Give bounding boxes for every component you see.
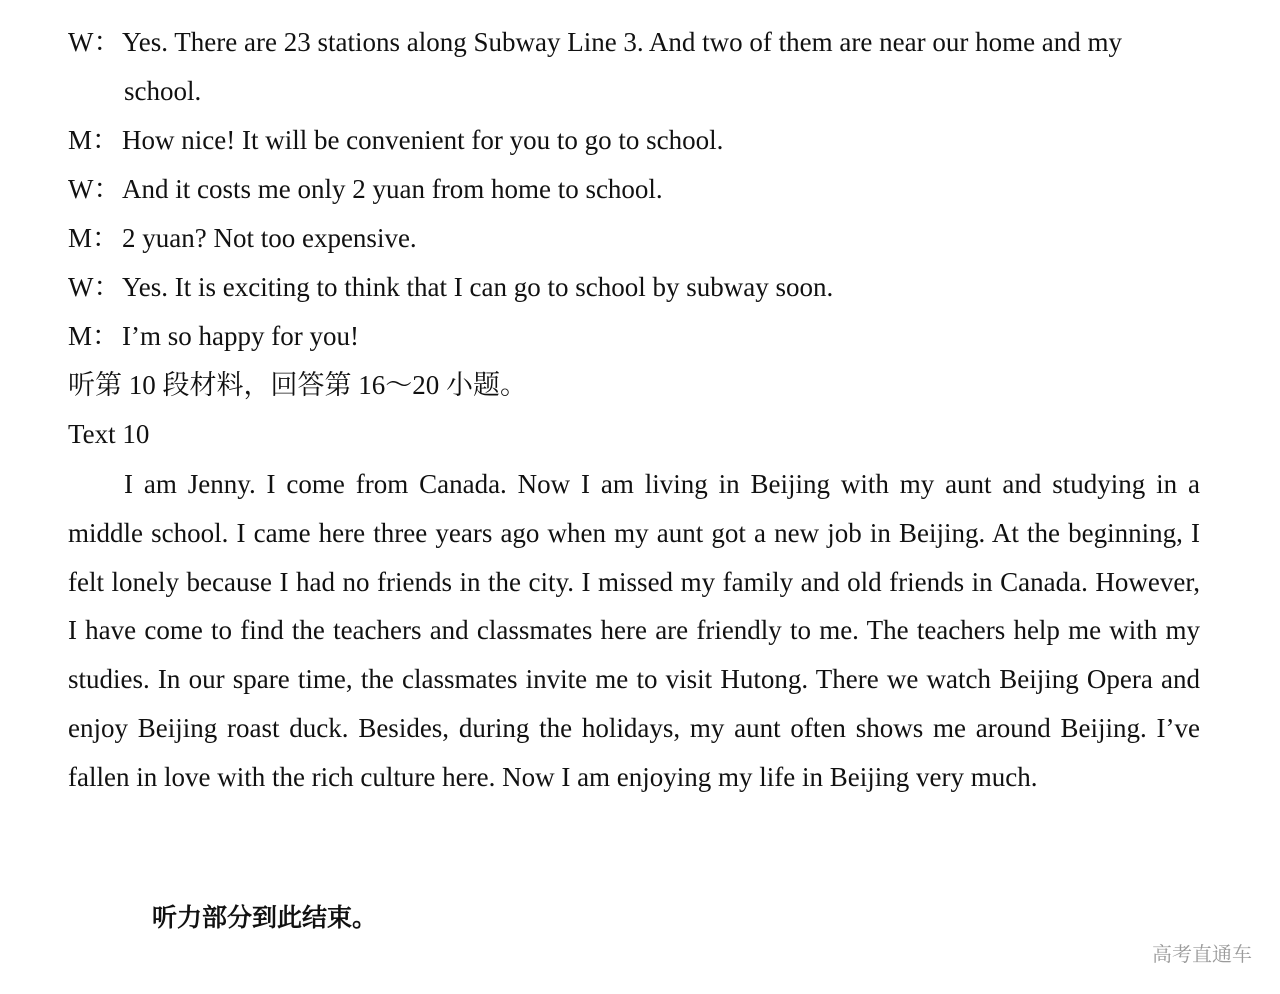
dialogue-line: [68, 312, 1200, 361]
dialogue-text: Yes. It is exciting to think that I can go to school by subway soon.: [122, 272, 834, 302]
dialogue-line: [68, 116, 1200, 165]
passage-paragraph: I am Jenny. I come from Canada. Now I am living in Beijing with my aunt and studying in a middle school. I came here three years ago when my aunt got a new job in Beijing. At the beginning, I felt lonely because I had no friends in the city. I missed my family and old friends in Canada. However, I have come to find the teachers and classmates here are friendly to me. The teachers help me with my studies. In our spare time, the classmates invite me to visit Hutong. There we watch Beijing Opera and enjoy Beijing roast duck. Besides, during the holidays, my aunt often shows me around Beijing. I’ve fallen in love with the rich culture here. Now I am enjoying my life in Beijing very much.: [68, 469, 1200, 792]
ending-note: 听力部分到此结束。: [152, 903, 378, 932]
dialogue-text: school.: [124, 76, 202, 106]
dialogue-text: I’m so happy for you!: [122, 321, 359, 351]
text-title: Text 10: [68, 419, 150, 449]
speaker-label: W：: [68, 174, 121, 204]
dialogue-line: [68, 263, 1200, 312]
speaker-label: M：: [68, 321, 120, 351]
dialogue-text: Yes. There are 23 stations along Subway Line 3. And two of them are near our home and my: [122, 27, 1123, 57]
dialogue-text: And it costs me only 2 yuan from home to school.: [122, 174, 663, 204]
dialogue-line: [68, 18, 1200, 67]
speaker-label: W：: [68, 27, 121, 57]
dialogue-line: [68, 214, 1200, 263]
section-instruction: 听第 10 段材料，回答第 16～20 小题。: [68, 370, 527, 400]
dialogue-line: [68, 165, 1200, 214]
dialogue-line-continuation: [124, 67, 1256, 116]
speaker-label: W：: [68, 272, 121, 302]
speaker-label: M：: [68, 125, 120, 155]
dialogue-text: 2 yuan? Not too expensive.: [122, 223, 417, 253]
speaker-label: M：: [68, 223, 120, 253]
watermark: 高考直通车: [1152, 942, 1252, 966]
dialogue-text: How nice! It will be convenient for you to go to school.: [122, 125, 724, 155]
